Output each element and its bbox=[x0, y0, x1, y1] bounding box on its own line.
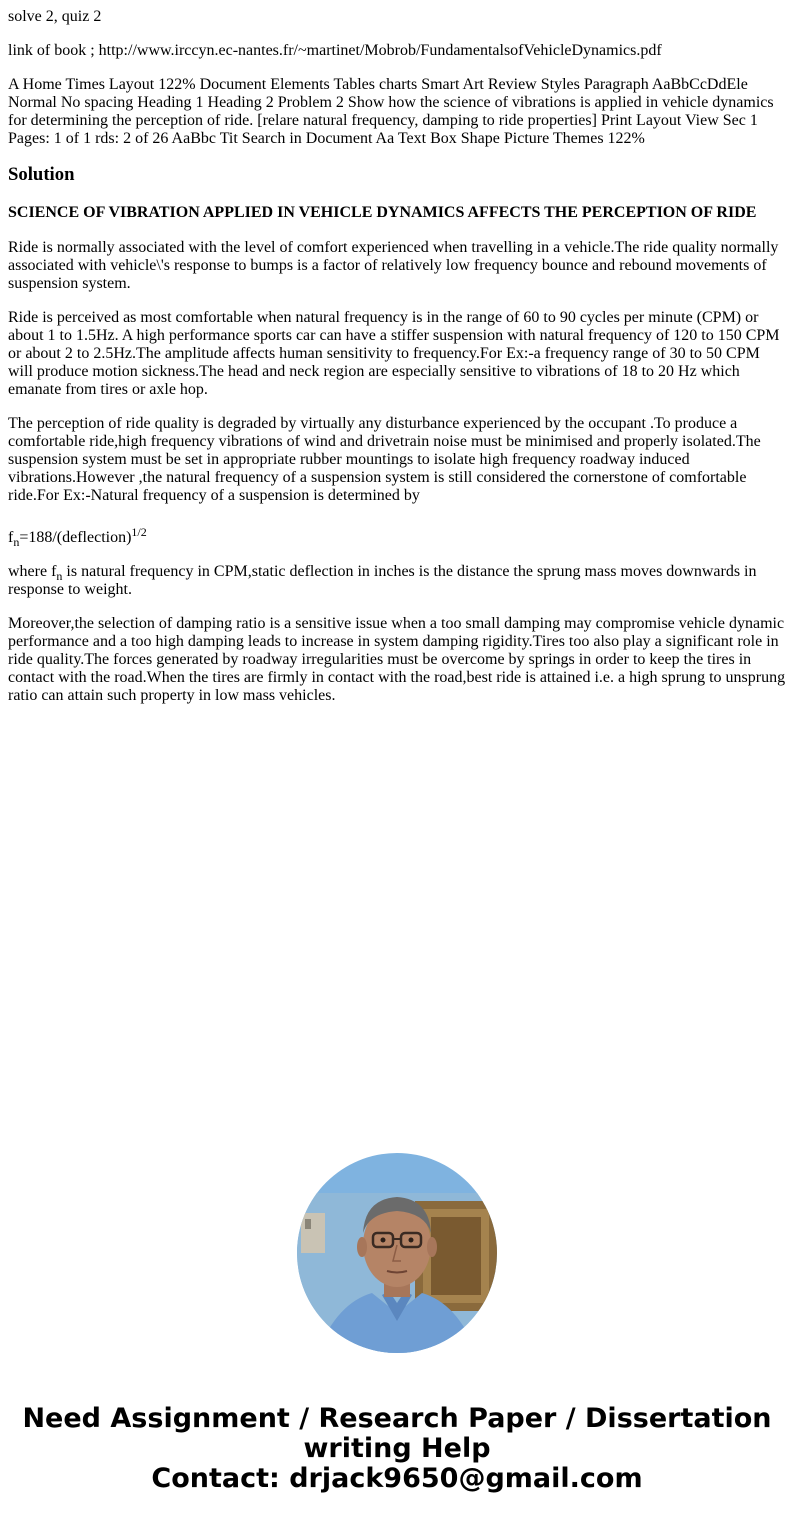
solution-paragraph-4: Moreover,the selection of damping ratio is a sensitive issue when a too small damping may compromise vehicle dynamic performance and a too high damping leads to increase in system damping rigidity.Tires too also play a significant role in ride quality.The forces generated by roadway irregularities must be overcome by springs in order to keep the tires in contact with the road.When the tires are firmly in contact with the road,best ride is attained i.e. a high sprung to unsprung ratio can attain such property in low mass vehicles. bbox=[8, 615, 786, 704]
natural-frequency-formula bbox=[8, 521, 788, 547]
question-text: A Home Times Layout 122% Document Elements Tables charts Smart Art Review Styles Paragraph AaBbCcDdEle Normal No spacing Heading 1 Heading 2 Problem 2 Show how the science of vibrations is applied in vehicle dynamics for determining the perception of ride. [relare natural frequency, damping to ride properties] Print Layout View Sec 1 Pages: 1 of 1 rds: 2 of 26 AaBbc Tit Search in Document Aa Text Box Shape Picture Themes 122% bbox=[8, 76, 774, 147]
promo-contact-line: Contact: drjack9650@gmail.com bbox=[151, 1463, 643, 1494]
solution-paragraph-2: Ride is perceived as most comfortable when natural frequency is in the range of 60 to 90 cycles per minute (CPM) or about 1 to 1.5Hz. A high performance sports car can have a stiffer suspension with natural frequency of 120 to 150 CPM or about 2 to 2.5Hz.The amplitude affects human sensitivity to frequency.For Ex:-a frequency range of 30 to 50 CPM will produce motion sickness.The head and neck region are especially sensitive to vibrations of 18 to 20 Hz which emanate from tires or axle hop. bbox=[8, 309, 780, 398]
author-avatar bbox=[297, 1153, 497, 1353]
document-body bbox=[8, 8, 788, 721]
solution-paragraph-3: The perception of ride quality is degraded by virtually any disturbance experienced by the occupant .To produce a comfortable ride,high frequency vibrations of wind and drivetrain noise must be minimised and properly isolated.The suspension system must be set in appropriate rubber mountings to isolate high frequency roadway induced vibrations.However ,the natural frequency of a suspension system is still considered the cornerstone of comfortable ride.For Ex:-Natural frequency of a suspension is determined by bbox=[8, 415, 761, 504]
formula-explanation bbox=[8, 563, 788, 599]
where-prefix: where f bbox=[8, 563, 57, 580]
solution-paragraph-1: Ride is normally associated with the level of comfort experienced when travelling in a vehicle.The ride quality normally associated with vehicle\'s response to bumps is a factor of relatively low frequency bounce and rebound movements of suspension system. bbox=[8, 239, 779, 292]
book-link-line: link of book ; http://www.irccyn.ec-nantes.fr/~martinet/Mobrob/FundamentalsofVehicleDynamics.pdf bbox=[8, 42, 662, 59]
formula-subscript: n bbox=[13, 535, 20, 549]
promo-banner bbox=[0, 1404, 794, 1494]
formula-body: =188/(deflection) bbox=[19, 529, 132, 546]
where-subscript: n bbox=[56, 569, 63, 583]
title-line: solve 2, quiz 2 bbox=[8, 8, 102, 25]
formula-superscript: 1/2 bbox=[131, 525, 147, 539]
author-portrait-image bbox=[297, 1153, 497, 1353]
formula-base: f bbox=[8, 529, 14, 546]
solution-heading: Solution bbox=[8, 164, 75, 185]
where-suffix: is natural frequency in CPM,static deflection in inches is the distance the sprung mass moves downwards in response to weight. bbox=[8, 563, 757, 598]
promo-line-1: Need Assignment / Research Paper / Dissertation bbox=[22, 1403, 772, 1434]
solution-subheading: SCIENCE OF VIBRATION APPLIED IN VEHICLE DYNAMICS AFFECTS THE PERCEPTION OF RIDE bbox=[8, 204, 757, 221]
promo-line-2: writing Help bbox=[303, 1433, 491, 1464]
